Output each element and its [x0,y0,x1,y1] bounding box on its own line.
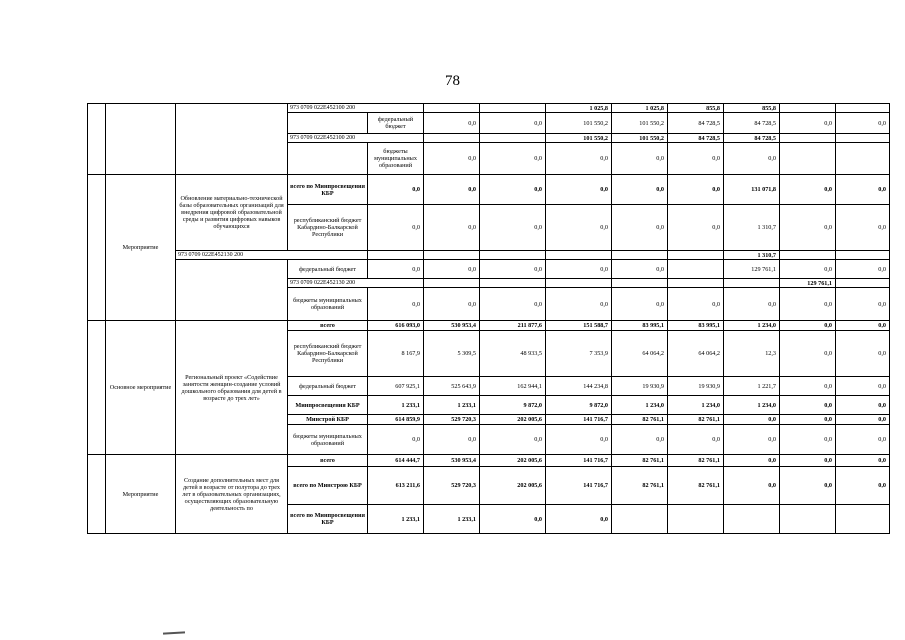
funding-source: всего по Минстрою КБР [288,467,368,505]
value-cell: 0,0 [612,288,668,321]
value-cell: 0,0 [424,143,480,175]
value-cell [780,143,836,175]
value-cell: 0,0 [668,425,724,455]
value-cell: 82 761,1 [668,455,724,467]
value-cell [480,251,546,260]
value-cell: 614 444,7 [368,455,424,467]
value-cell: 0,0 [780,321,836,331]
blank-cell [288,143,368,175]
value-cell: 1 234,0 [724,396,780,415]
value-cell: 0,0 [612,425,668,455]
level-cell: Мероприятие [106,175,176,321]
value-cell: 0,0 [668,288,724,321]
value-cell: 0,0 [368,205,424,251]
value-cell [836,104,890,113]
value-cell: 162 944,1 [480,377,546,396]
value-cell: 129 761,1 [780,279,836,288]
value-cell [668,279,724,288]
funding-source: республиканский бюджет Кабардино-Балкарской Республики [288,205,368,251]
value-cell [780,505,836,534]
value-cell: 0,0 [724,467,780,505]
value-cell: 1 310,7 [724,205,780,251]
value-cell [836,251,890,260]
funding-source: бюджеты муниципальных образований [368,143,424,175]
funding-source: федеральный бюджет [288,260,368,279]
value-cell: 0,0 [836,175,890,205]
value-cell: 0,0 [780,331,836,377]
blank-cell [288,113,368,134]
value-cell: 1 234,0 [668,396,724,415]
value-cell: 0,0 [836,260,890,279]
table-row [88,175,890,205]
funding-source: Минстрой КБР [288,415,368,425]
value-cell: 0,0 [780,113,836,134]
value-cell [836,505,890,534]
value-cell: 0,0 [724,425,780,455]
value-cell: 0,0 [780,455,836,467]
value-cell: 101 550,2 [546,113,612,134]
value-cell: 1 233,1 [368,396,424,415]
value-cell: 0,0 [780,260,836,279]
value-cell [546,279,612,288]
page-number: 78 [445,73,460,89]
blank-cell [88,321,106,455]
value-cell: 131 071,8 [724,175,780,205]
table-row [88,260,890,279]
value-cell: 0,0 [368,288,424,321]
value-cell [668,505,724,534]
value-cell: 0,0 [546,505,612,534]
value-cell: 0,0 [480,205,546,251]
value-cell: 1 221,7 [724,377,780,396]
value-cell [836,134,890,143]
value-cell [612,251,668,260]
value-cell: 0,0 [368,425,424,455]
value-cell [724,279,780,288]
value-cell: 82 761,1 [612,455,668,467]
funding-source: федеральный бюджет [288,377,368,396]
value-cell: 0,0 [780,205,836,251]
value-cell: 529 720,3 [424,467,480,505]
value-cell: 0,0 [612,143,668,175]
value-cell: 0,0 [724,455,780,467]
level-cell: Основное мероприятие [106,321,176,455]
value-cell [368,251,424,260]
value-cell: 0,0 [836,396,890,415]
value-cell: 0,0 [668,175,724,205]
value-cell: 0,0 [724,143,780,175]
value-cell: 0,0 [836,113,890,134]
value-cell: 7 353,9 [546,331,612,377]
funding-source: бюджеты муниципальных образований [288,288,368,321]
value-cell: 0,0 [480,143,546,175]
value-cell: 0,0 [546,425,612,455]
value-cell: 0,0 [836,331,890,377]
value-cell: 0,0 [780,288,836,321]
value-cell: 529 720,3 [424,415,480,425]
value-cell: 0,0 [546,143,612,175]
value-cell: 0,0 [424,260,480,279]
value-cell: 0,0 [780,175,836,205]
activity-name: Обновление материально-технической базы образовательных организаций для внедрения цифровой образовательной среды и развития цифровых навыков обучающихся [176,175,288,251]
value-cell [612,505,668,534]
budget-code: 973 0709 022E452100 200 [288,134,424,143]
value-cell: 0,0 [668,205,724,251]
value-cell: 84 728,5 [724,134,780,143]
value-cell [424,104,480,113]
value-cell: 83 995,1 [612,321,668,331]
funding-source: всего по Минпросвещения КБР [288,505,368,534]
value-cell: 0,0 [480,175,546,205]
value-cell [780,251,836,260]
value-cell: 84 728,5 [724,113,780,134]
value-cell: 0,0 [724,415,780,425]
table-row [88,455,890,467]
value-cell: 82 761,1 [612,415,668,425]
value-cell: 0,0 [836,415,890,425]
value-cell: 1 233,1 [424,505,480,534]
table-row [88,104,890,113]
blank-cell [88,455,106,534]
value-cell: 101 550,2 [612,113,668,134]
value-cell: 0,0 [668,143,724,175]
value-cell: 141 716,7 [546,415,612,425]
value-cell: 0,0 [612,175,668,205]
value-cell [424,279,480,288]
blank-cell [88,175,106,321]
blank-cell [176,104,288,175]
value-cell [424,134,480,143]
value-cell: 0,0 [424,288,480,321]
value-cell: 0,0 [836,377,890,396]
value-cell: 0,0 [546,205,612,251]
value-cell: 1 234,0 [612,396,668,415]
funding-source: Минпросвещения КБР [288,396,368,415]
funding-source: федеральный бюджет [368,113,424,134]
value-cell: 84 728,5 [668,113,724,134]
value-cell: 616 093,0 [368,321,424,331]
value-cell: 1 233,1 [368,505,424,534]
value-cell: 9 872,0 [546,396,612,415]
value-cell: 82 761,1 [668,415,724,425]
value-cell: 530 953,4 [424,321,480,331]
value-cell [612,279,668,288]
value-cell: 0,0 [780,396,836,415]
value-cell: 0,0 [480,113,546,134]
value-cell: 144 234,8 [546,377,612,396]
value-cell [724,505,780,534]
value-cell: 0,0 [480,505,546,534]
value-cell [480,134,546,143]
blank-cell [106,104,176,175]
funding-source: всего [288,455,368,467]
value-cell: 64 064,2 [612,331,668,377]
table-row [88,251,890,260]
value-cell: 0,0 [836,205,890,251]
value-cell [424,251,480,260]
funding-source: всего [288,321,368,331]
value-cell: 141 716,7 [546,455,612,467]
value-cell: 530 953,4 [424,455,480,467]
value-cell: 0,0 [368,260,424,279]
value-cell: 0,0 [368,175,424,205]
funding-source: республиканский бюджет Кабардино-Балкарской Республики [288,331,368,377]
level-cell: Мероприятие [106,455,176,534]
scan-mark [163,631,185,634]
value-cell: 101 550,2 [546,134,612,143]
value-cell: 12,3 [724,331,780,377]
value-cell: 1 025,8 [612,104,668,113]
budget-code: 973 0709 022E452100 200 [288,104,424,113]
value-cell: 8 167,9 [368,331,424,377]
value-cell: 0,0 [424,113,480,134]
funding-source: бюджеты муниципальных образований [288,425,368,455]
value-cell: 0,0 [546,260,612,279]
table-row [88,321,890,331]
value-cell: 84 728,5 [668,134,724,143]
value-cell: 82 761,1 [668,467,724,505]
value-cell [480,104,546,113]
funding-source: всего по Минпросвещения КБР [288,175,368,205]
value-cell: 855,8 [724,104,780,113]
value-cell: 0,0 [724,288,780,321]
value-cell [480,279,546,288]
value-cell: 0,0 [480,288,546,321]
value-cell: 1 233,1 [424,396,480,415]
value-cell: 0,0 [836,288,890,321]
value-cell: 0,0 [612,260,668,279]
value-cell: 129 761,1 [724,260,780,279]
value-cell: 0,0 [424,425,480,455]
value-cell: 0,0 [780,467,836,505]
budget-code: 973 0709 022E452130 200 [176,251,368,260]
budget-table [87,103,890,534]
value-cell: 0,0 [780,377,836,396]
value-cell: 19 930,9 [668,377,724,396]
value-cell [546,251,612,260]
activity-name: Создание дополнительных мест для детей в возрасте от полутора до трех лет в образовательных организациях, осуществляющих образовательную деятельность по [176,455,288,534]
value-cell: 855,8 [668,104,724,113]
value-cell: 202 005,6 [480,455,546,467]
value-cell: 0,0 [836,467,890,505]
value-cell [780,104,836,113]
value-cell: 202 005,6 [480,467,546,505]
value-cell: 0,0 [424,205,480,251]
value-cell: 1 234,0 [724,321,780,331]
value-cell [668,251,724,260]
value-cell: 48 933,5 [480,331,546,377]
value-cell: 0,0 [612,205,668,251]
value-cell: 613 211,6 [368,467,424,505]
value-cell: 525 643,9 [424,377,480,396]
value-cell: 0,0 [480,425,546,455]
value-cell: 0,0 [424,175,480,205]
value-cell [836,143,890,175]
value-cell: 0,0 [480,260,546,279]
value-cell: 1 310,7 [724,251,780,260]
value-cell: 0,0 [836,321,890,331]
value-cell: 0,0 [780,425,836,455]
value-cell: 9 872,0 [480,396,546,415]
value-cell: 607 925,1 [368,377,424,396]
value-cell: 0,0 [546,175,612,205]
value-cell [668,260,724,279]
budget-code: 973 0709 022E452130 200 [288,279,424,288]
value-cell: 1 025,8 [546,104,612,113]
value-cell: 614 859,9 [368,415,424,425]
value-cell: 0,0 [836,455,890,467]
value-cell: 0,0 [836,425,890,455]
value-cell: 151 588,7 [546,321,612,331]
value-cell: 211 877,6 [480,321,546,331]
value-cell: 141 716,7 [546,467,612,505]
value-cell [836,279,890,288]
value-cell: 0,0 [780,415,836,425]
blank-cell [176,260,288,321]
value-cell: 101 550,2 [612,134,668,143]
value-cell [780,134,836,143]
value-cell: 5 309,5 [424,331,480,377]
value-cell: 202 005,6 [480,415,546,425]
value-cell: 64 064,2 [668,331,724,377]
value-cell: 0,0 [546,288,612,321]
blank-cell [88,104,106,175]
value-cell: 83 995,1 [668,321,724,331]
value-cell: 82 761,1 [612,467,668,505]
value-cell: 19 930,9 [612,377,668,396]
activity-name: Региональный проект «Содействие занятости женщин-создание условий дошкольного образования для детей в возрасте до трех лет» [176,321,288,455]
